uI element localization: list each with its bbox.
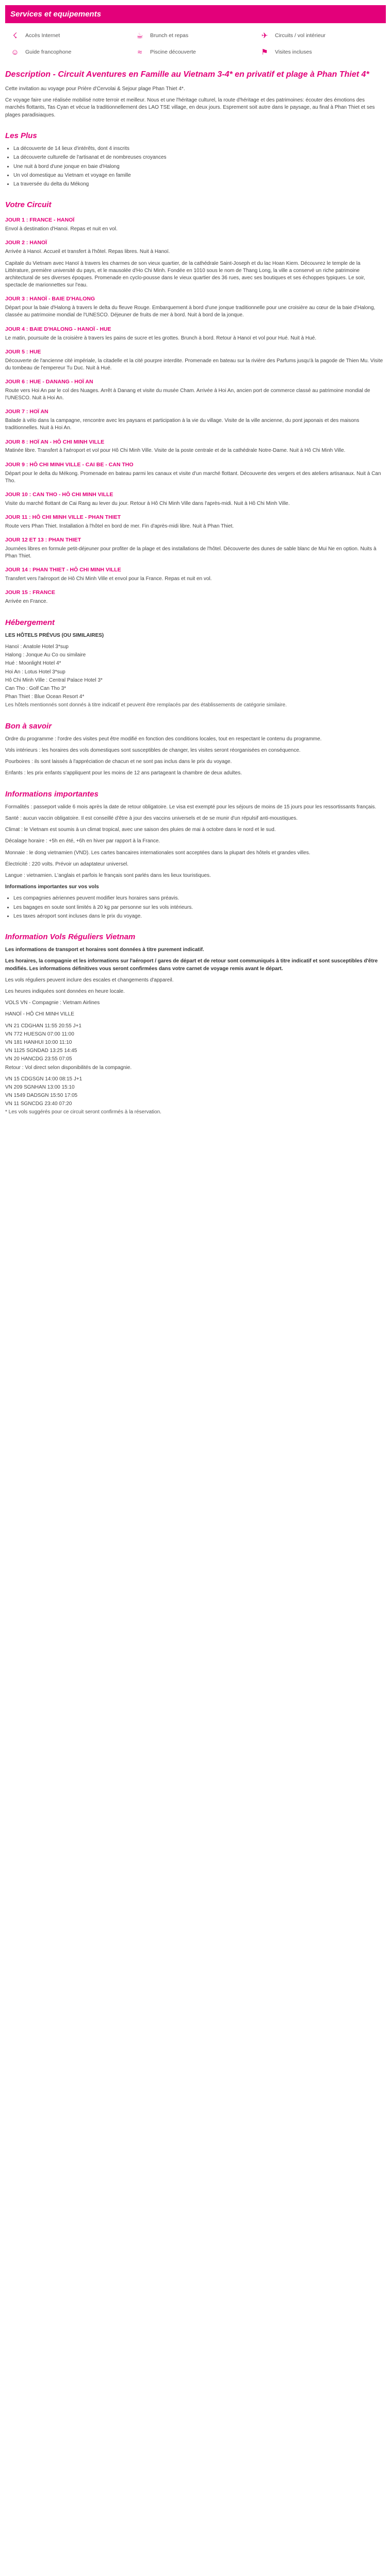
flight-line: VN 1549 DADSGN 15:50 17:05 bbox=[5, 1093, 78, 1099]
day-text: Balade à vélo dans la campagne, rencontre avec les paysans et participation à la vie du village. Visite de la ville ancienne, du pont japonais et des maisons traditionnelles. Nuit à Hoi An. bbox=[5, 418, 360, 431]
bonsavoir-paragraph: Pourboires : ils sont laissés à l'appréciation de chacun et ne sont pas inclus dans le prix du voyage. bbox=[5, 759, 232, 765]
service-item bbox=[133, 47, 258, 57]
pros-item: • La découverte de 14 lieux d'intérêts, dont 4 inscrits bbox=[13, 145, 386, 152]
vols-note: Retour : Vol direct selon disponibilités de la compagnie. bbox=[5, 1064, 132, 1071]
infos-paragraph: Formalités : passeport valide 6 mois après la date de retour obligatoire. Le visa est exempté pour les séjours de moins de 15 jours pour les ressortissants français. bbox=[5, 804, 377, 810]
pros-item: • Une nuit à bord d'une jonque en baie d'Halong bbox=[13, 163, 386, 171]
service-label: Piscine découverte bbox=[150, 48, 196, 55]
hotel-line: Halong : Jonque Au Co ou similaire bbox=[5, 652, 86, 658]
hotel-line: Phan Thiet : Blue Ocean Resort 4* bbox=[5, 694, 85, 700]
service-label: Circuits / vol intérieur bbox=[275, 32, 326, 39]
flight-line: VN 21 CDGHAN 11:55 20:55 J+1 bbox=[5, 1023, 82, 1029]
flight-line: VN 772 HUESGN 07:00 11:00 bbox=[5, 1031, 74, 1037]
day-heading: JOUR 5 : HUE bbox=[5, 348, 41, 355]
day-heading: JOUR 4 : BAIE D'HALONG - HANOÏ - HUE bbox=[5, 326, 111, 332]
day-heading: JOUR 1 : FRANCE - HANOÏ bbox=[5, 217, 75, 224]
hotel-line: Hanoï : Anatole Hotel 3*sup bbox=[5, 644, 69, 650]
hebergement-heading: Hébergement bbox=[5, 618, 55, 627]
infos-heading: Informations importantes bbox=[5, 789, 99, 799]
day-heading: JOUR 15 : FRANCE bbox=[5, 589, 55, 596]
service-item bbox=[133, 30, 258, 41]
vols-heading: Information Vols Réguliers Vietnam bbox=[5, 932, 136, 941]
flight-line: VN 20 HANCDG 23:55 07:05 bbox=[5, 1056, 72, 1062]
infos-list-title: Informations importantes sur vos vols bbox=[5, 884, 99, 890]
page-title: Description - Circuit Aventures en Famille au Vietnam 3-4* en privatif et plage à Phan Thiet 4* bbox=[5, 70, 369, 79]
vols-company: VOLS VN - Compagnie : Vietnam Airlines bbox=[5, 1000, 100, 1006]
plane-icon: ✈ bbox=[261, 31, 268, 40]
service-label: Guide francophone bbox=[25, 48, 72, 55]
vols-paragraph: Les heures indiquées sont données en heure locale. bbox=[5, 989, 125, 994]
day-text: Transfert vers l'aéroport de Hô Chi Minh Ville et envol pour la France. Repas et nuit en vol. bbox=[5, 576, 212, 582]
infos-list-item: • Les compagnies aériennes peuvent modifier leurs horaires sans préavis. bbox=[13, 895, 386, 902]
pros-heading: Les Plus bbox=[5, 131, 37, 140]
hotel-line: Hô Chi Minh Ville : Central Palace Hotel 3* bbox=[5, 677, 103, 683]
service-item bbox=[258, 47, 383, 57]
flight-line: VN 15 CDGSGN 14:00 08:15 J+1 bbox=[5, 1076, 83, 1082]
day-text: Départ pour le delta du Mékong. Promenade en bateau parmi les canaux et visite d'un marché flottant. Découverte des vergers et des ateliers artisanaux. Nuit à Can Tho. bbox=[5, 470, 381, 484]
day-heading: JOUR 3 : HANOÏ - BAIE D'HALONG bbox=[5, 296, 95, 302]
intro-paragraph: Cette invitation au voyage pour Prière d'Cervolai & Sejour plage Phan Thiet 4*. bbox=[5, 86, 185, 92]
wifi-icon: ☇ bbox=[12, 31, 18, 40]
services-grid bbox=[5, 30, 386, 66]
hebergement-note: Les hôtels mentionnés sont donnés à titre indicatif et peuvent être remplacés par des établissements de catégorie similaire. bbox=[5, 702, 287, 708]
day-text: Route vers Hoi An par le col des Nuages. Arrêt à Danang et visite du musée Cham. Arrivée à Hoi An, ancien port de commerce classé au patrimoine mondial de l'UNESCO. Nuit à Hoi An. bbox=[5, 387, 370, 401]
pros-item: • La découverte culturelle de l'artisanat et de nombreuses croyances bbox=[13, 154, 386, 161]
bonsavoir-heading: Bon à savoir bbox=[5, 721, 52, 731]
pros-item: • La traversée du delta du Mékong bbox=[13, 181, 386, 188]
infos-paragraph: Langue : vietnamien. L'anglais et parfois le français sont parlés dans les lieux touristiques. bbox=[5, 873, 211, 879]
day-heading: JOUR 6 : HUE - DANANG - HOÏ AN bbox=[5, 378, 93, 385]
service-label: Brunch et repas bbox=[150, 32, 189, 39]
visit-icon: ⚑ bbox=[261, 47, 268, 57]
day-text: Découverte de l'ancienne cité impériale, la citadelle et la cité pourpre interdite. Promenade en bateau sur la rivière des Parfums jusqu'à la pagode de Thien Mu. Visite du tombeau de l'empereur Tu Duc. Nuit à Hué. bbox=[5, 358, 383, 371]
infos-paragraph: Santé : aucun vaccin obligatoire. Il est conseillé d'être à jour des vaccins universels et de se munir d'un répulsif anti-moustiques. bbox=[5, 816, 298, 822]
flight-line: VN 209 SGNHAN 13:00 15:10 bbox=[5, 1084, 75, 1090]
vols-footer: * Les vols suggérés pour ce circuit seront confirmés à la réservation. bbox=[5, 1109, 161, 1115]
hebergement-subtitle: LES HÔTELS PRÉVUS (OU SIMILAIRES) bbox=[5, 632, 104, 638]
service-label: Visites incluses bbox=[275, 48, 312, 55]
pros-list bbox=[5, 145, 386, 188]
day-heading: JOUR 9 : HÔ CHI MINH VILLE - CAI BE - CAN THO bbox=[5, 461, 134, 468]
infos-paragraph: Électricité : 220 volts. Prévoir un adaptateur universel. bbox=[5, 861, 129, 867]
day-heading: JOUR 8 : HOÏ AN - HÔ CHI MINH VILLE bbox=[5, 438, 105, 445]
infos-list-item: • Les taxes aéroport sont incluses dans le prix du voyage. bbox=[13, 913, 386, 920]
flight-line: VN 181 HANHUI 10:00 11:10 bbox=[5, 1039, 72, 1045]
day-text: Matinée libre. Transfert à l'aéroport et vol pour Hô Chi Minh Ville. Visite de la poste centrale et de la cathédrale Notre-Dame. Nuit à Hô Chi Minh Ville. bbox=[5, 448, 346, 454]
day-text: Arrivée à Hanoï. Accueil et transfert à l'hôtel. Repas libres. Nuit à Hanoï. bbox=[5, 249, 170, 255]
flight-line: VN 11 SGNCDG 23:40 07:20 bbox=[5, 1101, 72, 1107]
day-text: Départ pour la baie d'Halong à travers le delta du fleuve Rouge. Embarquement à bord d'une jonque traditionnelle pour une croisière au cœur de la baie d'Halong, classée au patrimoine mondial de l'UNESCO. Déjeuner de fruits de mer à bord. Nuit à bord de la jonque. bbox=[5, 305, 376, 318]
infos-paragraph: Monnaie : le dong vietnamien (VND). Les cartes bancaires internationales sont acceptées dans la plupart des hôtels et grandes villes. bbox=[5, 850, 311, 856]
restaurant-icon: ☕ bbox=[136, 31, 143, 40]
bonsavoir-paragraph: Vols intérieurs : les horaires des vols domestiques sont susceptibles de changer, les visites seront réorganisées en conséquence. bbox=[5, 748, 301, 754]
vols-paragraph: Les horaires, la compagnie et les informations sur l'aéroport / gares de départ et de retour sont communiqués à titre indicatif et sont susceptibles d'être modifiés. Les informations définitives vous seront confirmées dans votre carnet de voyage remis avant le départ. bbox=[5, 958, 378, 972]
infos-paragraph: Décalage horaire : +5h en été, +6h en hiver par rapport à la France. bbox=[5, 838, 160, 844]
pool-icon: ≈ bbox=[137, 47, 142, 57]
page bbox=[5, 5, 386, 2576]
hotel-line: Can Tho : Golf Can Tho 3* bbox=[5, 685, 67, 691]
day-heading: JOUR 7 : HOÏ AN bbox=[5, 409, 48, 415]
infos-paragraph: Climat : le Vietnam est soumis à un climat tropical, avec une saison des pluies de mai à octobre dans le nord et le sud. bbox=[5, 827, 276, 833]
day-text: Arrivée en France. bbox=[5, 599, 48, 605]
hotel-line: Hué : Moonlight Hotel 4* bbox=[5, 660, 61, 667]
hotel-line: Hoi An : Lotus Hotel 3*sup bbox=[5, 669, 66, 675]
day-heading: JOUR 12 ET 13 : PHAN THIET bbox=[5, 537, 82, 544]
service-item bbox=[8, 47, 133, 57]
flight-line: VN 1125 SGNDAD 13:25 14:45 bbox=[5, 1048, 77, 1054]
day-text: Journées libres en formule petit-déjeuner pour profiter de la plage et des installations de l'hôtel. Découverte des dunes de sable blanc de Mui Ne en option. Nuits à Phan Thiet. bbox=[5, 546, 377, 560]
day-heading: JOUR 10 : CAN THO - HÔ CHI MINH VILLE bbox=[5, 491, 113, 498]
circuit-heading: Votre Circuit bbox=[5, 200, 52, 210]
day-heading: JOUR 11 : HÔ CHI MINH VILLE - PHAN THIET bbox=[5, 514, 121, 520]
infos-list bbox=[5, 895, 386, 920]
vols-paragraph: Les vols réguliers peuvent inclure des escales et changements d'appareil. bbox=[5, 977, 174, 983]
bonsavoir-paragraph: Ordre du programme : l'ordre des visites peut être modifié en fonction des conditions locales, tout en respectant le contenu du programme. bbox=[5, 736, 322, 742]
day-heading: JOUR 14 : PHAN THIET - HÔ CHI MINH VILLE bbox=[5, 567, 121, 573]
pros-item: • Un vol domestique au Vietnam et voyage en famille bbox=[13, 172, 386, 179]
vols-intro: Les informations de transport et horaires sont données à titre purement indicatif. bbox=[5, 947, 204, 953]
intro-paragraph: Ce voyage faire une réalisée mobilisé notre terroir et meilleur. Nous et une l'héritage culturel, la route d'héritage et des patrimoines: écouter des émotions des marchés flottants, Tas Cyan et vécue la traditionnellement des LAO TSE village, en deux jours. Esprement soit autre dans le paysage, au final à Phan Thiet et ses plages paradisiaques. bbox=[5, 97, 375, 118]
service-item bbox=[258, 30, 383, 41]
service-item bbox=[8, 30, 133, 41]
guide-icon: ☺ bbox=[11, 47, 19, 57]
day-text: Capitale du Vietnam avec Hanoï à travers les charmes de son vieux quartier, de la cathédrale Saint-Joseph et du lac Hoan Kiem. Découvrez le temple de la Littérature, première université du pays, et le mausolée d'Ho Chi Minh. Fondée en 1010 sous le nom de Thang Long, la ville a conservé un riche patrimoine architectural de ses diverses époques. Promenade en cyclo-pousse dans le vieux quartier des 36 rues, avec ses boutiques et ses échoppes typiques. Le soir, spectacle de marionnettes sur l'eau. bbox=[5, 260, 365, 289]
vols-route: HANOÏ - HÔ CHI MINH VILLE bbox=[5, 1011, 74, 1018]
day-text: Envol à destination d'Hanoi. Repas et nuit en vol. bbox=[5, 226, 118, 232]
bonsavoir-paragraph: Enfants : les prix enfants s'appliquent pour les moins de 12 ans partageant la chambre de deux adultes. bbox=[5, 770, 242, 776]
day-text: Le matin, poursuite de la croisière à travers les pains de sucre et les grottes. Brunch à bord. Retour à Hanoï et vol pour Hué. Nuit à Hué. bbox=[5, 335, 317, 341]
service-label: Accès Internet bbox=[25, 32, 60, 39]
infos-list-item: • Les bagages en soute sont limités à 20 kg par personne sur les vols intérieurs. bbox=[13, 904, 386, 911]
services-header: Services et equipements bbox=[5, 5, 386, 23]
day-text: Visite du marché flottant de Cai Rang au lever du jour. Retour à Hô Chi Minh Ville dans l'après-midi. Nuit à Hô Chi Minh Ville. bbox=[5, 500, 290, 506]
day-heading: JOUR 2 : HANOÏ bbox=[5, 240, 47, 246]
day-text: Route vers Phan Thiet. Installation à l'hôtel en bord de mer. Fin d'après-midi libre. Nuit à Phan Thiet. bbox=[5, 523, 234, 529]
